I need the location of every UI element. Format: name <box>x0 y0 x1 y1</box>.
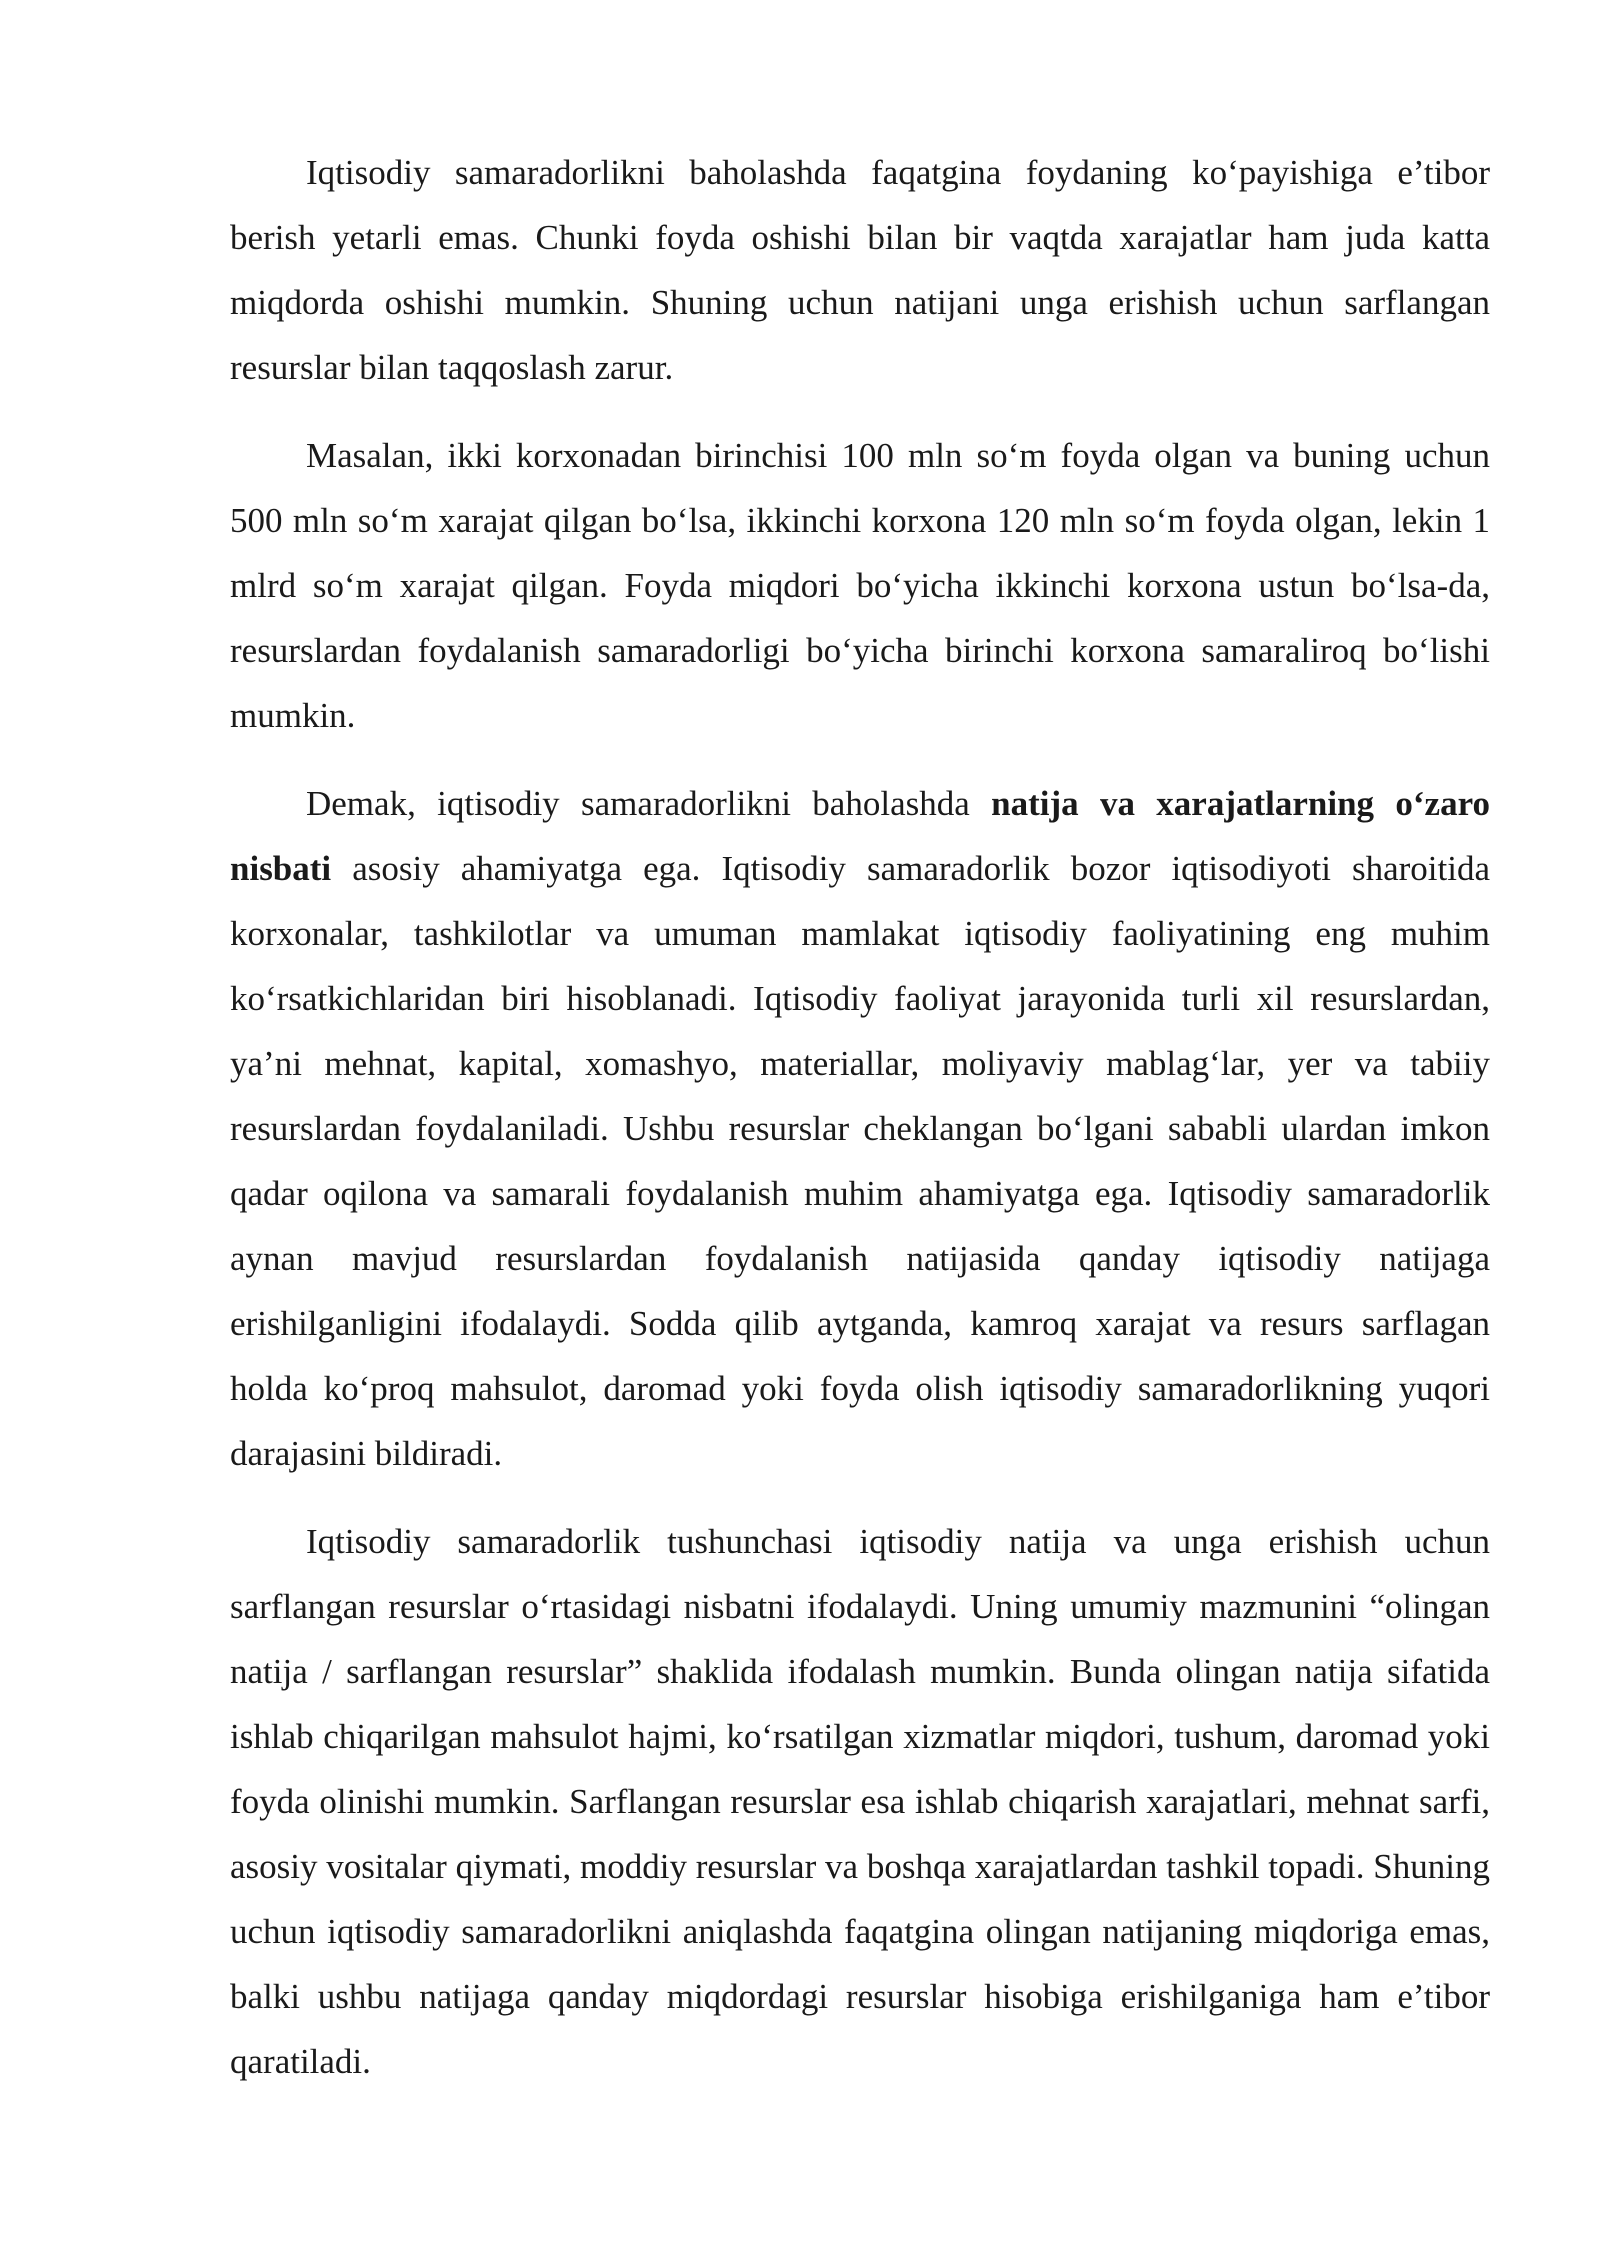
paragraph-efficiency-concept: Iqtisodiy samaradorlik tushunchasi iqtisodiy natija va unga erishish uchun sarflangan resurslar o‘rtasidagi nisbatni ifodalaydi. Uning umumiy mazmunini “olingan natija / sarflangan resurslar” shaklida ifodalash mumkin. Bunda olingan natija sifatida ishlab chiqarilgan mahsulot hajmi, ko‘rsatilgan xizmatlar miqdori, tushum, daromad yoki foyda olinishi mumkin. Sarflangan resurslar esa ishlab chiqarish xarajatlari, mehnat sarfi, asosiy vositalar qiymati, moddiy resurslar va boshqa xarajatlardan tashkil topadi. Shuning uchun iqtisodiy samaradorlikni aniqlashda faqatgina olingan natijaning miqdoriga emas, balki ushbu natijaga qanday miqdordagi resurslar hisobiga erishilganiga ham e’tibor qaratiladi. <box>230 1522 1490 2081</box>
paragraph-result-cost-ratio <box>230 771 1490 1486</box>
bold-key-phrase: natija va xarajatlarning o‘zaro nisbati <box>230 784 1490 888</box>
paragraph-text-after-bold: asosiy ahamiyatga ega. Iqtisodiy samaradorlik bozor iqtisodiyoti sharoitida korxonalar, tashkilotlar va umuman mamlakat iqtisodiy faoliyatining eng muhim ko‘rsatkichlaridan biri hisoblanadi. Iqtisodiy faoliyat jarayonida turli xil resurslardan, ya’ni mehnat, kapital, xomashyo, materiallar, moliyaviy mablag‘lar, yer va tabiiy resurslardan foydalaniladi. Ushbu resurslar cheklangan bo‘lgani sababli ulardan imkon qadar oqilona va samarali foydalanish muhim ahamiyatga ega. Iqtisodiy samaradorlik aynan mavjud resurslardan foydalanish natijasida qanday iqtisodiy natijaga erishilganligini ifodalaydi. Sodda qilib aytganda, kamroq xarajat va resurs sarflagan holda ko‘proq mahsulot, daromad yoki foyda olish iqtisodiy samaradorlikning yuqori darajasini bildiradi. <box>230 849 1490 1473</box>
paragraph-text-before-bold: Demak, iqtisodiy samaradorlikni baholashda <box>306 784 992 823</box>
paragraph-example-two-enterprises: Masalan, ikki korxonadan birinchisi 100 mln so‘m foyda olgan va buning uchun 500 mln so‘m xarajat qilgan bo‘lsa, ikkinchi korxona 120 mln so‘m foyda olgan, lekin 1 mlrd so‘m xarajat qilgan. Foyda miqdori bo‘yicha ikkinchi korxona ustun bo‘lsa-da, resurslardan foydalanish samaradorligi bo‘yicha birinchi korxona samaraliroq bo‘lishi mumkin. <box>230 436 1490 735</box>
document-page <box>230 140 1490 2117</box>
paragraph-profit-not-enough: Iqtisodiy samaradorlikni baholashda faqatgina foydaning ko‘payishiga e’tibor berish yetarli emas. Chunki foyda oshishi bilan bir vaqtda xarajatlar ham juda katta miqdorda oshishi mumkin. Shuning uchun natijani unga erishish uchun sarflangan resurslar bilan taqqoslash zarur. <box>230 153 1490 387</box>
